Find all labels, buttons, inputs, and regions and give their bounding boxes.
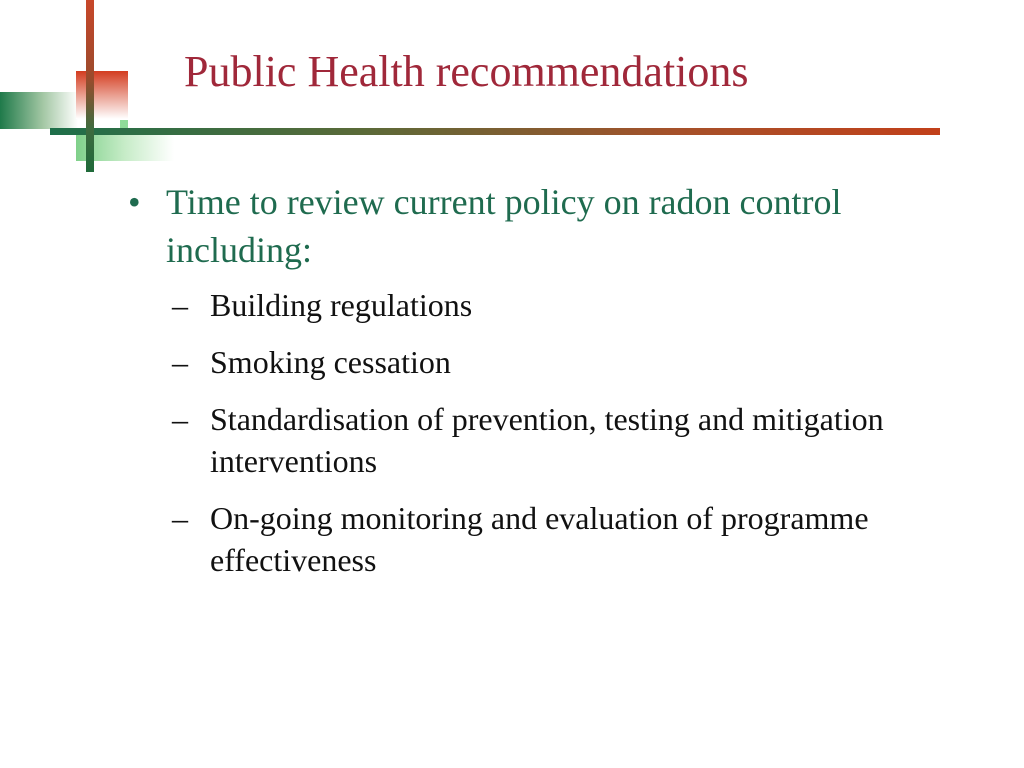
dash-marker: – — [172, 500, 188, 536]
ornament-vertical-rule — [86, 0, 94, 172]
sub-bullet-item — [172, 284, 898, 326]
sub-bullet-text: Standardisation of prevention, testing and mitigation interventions — [210, 401, 884, 479]
sub-bullet-item — [172, 497, 898, 581]
dash-marker: – — [172, 287, 188, 323]
sub-bullet-text: On-going monitoring and evaluation of programme effectiveness — [210, 500, 869, 578]
slide-body — [128, 178, 898, 596]
sub-bullet-text: Building regulations — [210, 287, 473, 323]
ornament-green-bar — [0, 92, 78, 129]
corner-ornament — [0, 0, 1024, 200]
ornament-small-green-square — [120, 120, 128, 128]
main-bullet-text: Time to review current policy on radon control including: — [166, 182, 842, 270]
dash-marker: – — [172, 344, 188, 380]
sub-bullet-item — [172, 398, 898, 482]
main-bullet — [128, 178, 898, 274]
sub-bullet-list — [128, 284, 898, 581]
title-underline-rule — [50, 128, 940, 135]
dash-marker: – — [172, 401, 188, 437]
sub-bullet-text: Smoking cessation — [210, 344, 451, 380]
slide-title: Public Health recommendations — [184, 47, 749, 96]
bullet-marker: • — [128, 182, 141, 222]
sub-bullet-item — [172, 341, 898, 383]
ornament-red-square — [76, 71, 128, 119]
